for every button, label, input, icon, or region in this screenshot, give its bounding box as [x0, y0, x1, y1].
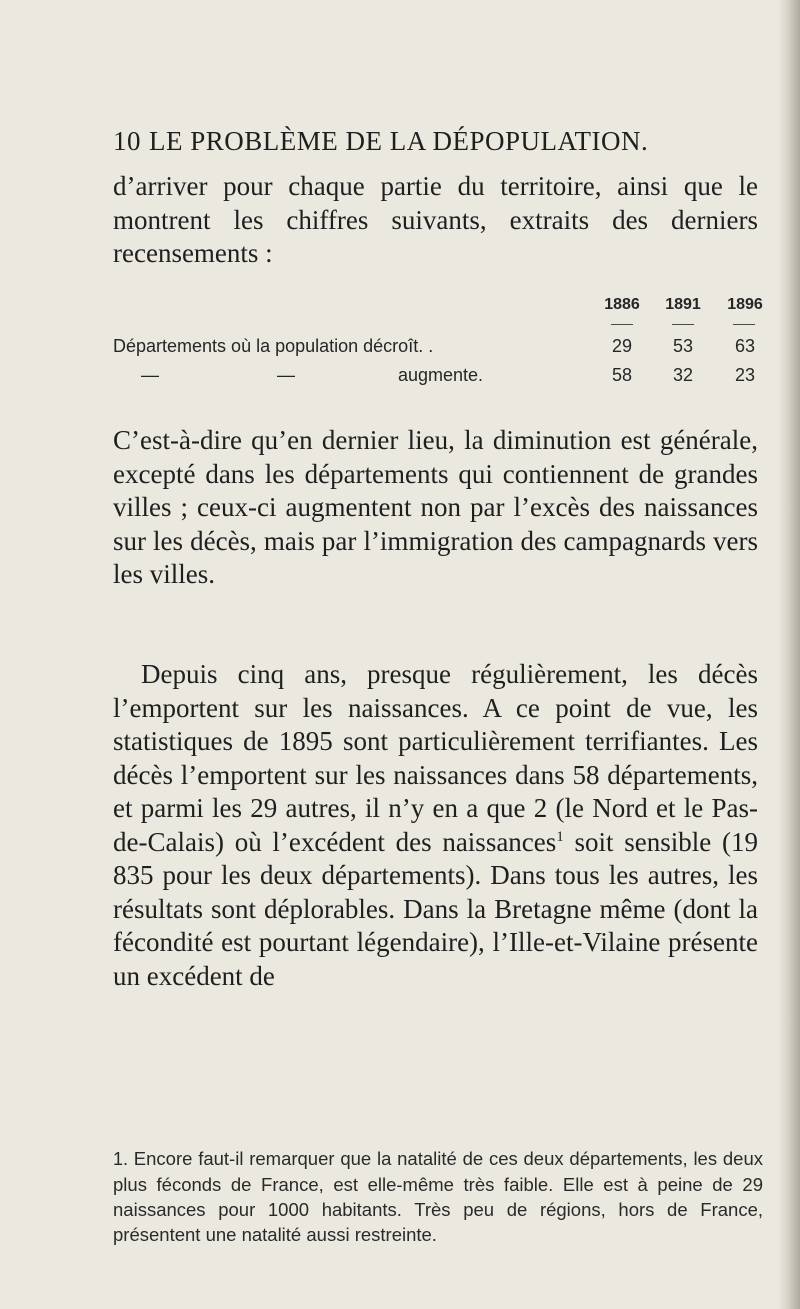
year-header: 1896 — [727, 296, 763, 313]
table-row — [113, 336, 763, 360]
table-cell: 23 — [734, 365, 756, 385]
body-text: C’est-à-dire qu’en dernier lieu, la diminution est générale, excepté dans les départements qui contiennent de grandes villes ; ceux-ci augmentent non par l’excès des naissances sur les décès, mais par l’immigration des campagnards vers les villes. — [113, 425, 758, 589]
table-cell: 53 — [672, 336, 694, 356]
row-label: augmente. — [398, 365, 484, 385]
intro-paragraph: d’arriver pour chaque partie du territoire, ainsi que le montrent les chiffres suivants, extraits des derniers recensements : — [113, 171, 758, 268]
census-table — [113, 292, 763, 402]
year-header: 1891 — [665, 296, 701, 313]
column-rule — [672, 324, 694, 325]
row-label: Départements où la population décroît. . — [113, 336, 434, 356]
column-rule — [611, 324, 633, 325]
table-row — [113, 365, 763, 389]
table-cell: 63 — [734, 336, 756, 356]
body-text: Depuis cinq ans, presque régulièrement, les décès l’emportent sur les naissances. A ce point de vue, les statistiques de 1895 sont particulièrement terrifiantes. Les décès l’emportent sur les naissances dans 58 départements, et parmi les 29 autres, il n’y en a que 2 (le Nord et le Pas-de-Calais) où l’excédent des naissances — [113, 659, 758, 857]
table-cell: 32 — [672, 365, 694, 385]
column-rule — [733, 324, 755, 325]
page-fold-shadow — [778, 0, 800, 1309]
footnote-reference[interactable]: 1 — [556, 828, 564, 845]
body-text: soit sensible (19 835 pour les deux départements). Dans tous les autres, les résultats sont déplorables. Dans la Bretagne même (dont la fécondité est pourtant légendaire), l’Ille-et-Vilaine présente un excédent de — [113, 826, 758, 991]
body-paragraph — [113, 424, 758, 592]
footnote-text: Encore faut-il remarquer que la natalité de ces deux départements, les deux plus féconds de France, est elle-même très faible. Elle est à peine de 29 naissances pour 1000 habitants. Très peu de régions, hors de France, présentent une natalité aussi restreinte. — [113, 1148, 763, 1245]
footnote-number: 1. — [113, 1149, 129, 1169]
running-header — [113, 126, 763, 166]
page-number: 10 — [113, 126, 141, 156]
running-title: LE PROBLÈME DE LA DÉPOPULATION. — [149, 126, 649, 156]
table-cell: 58 — [611, 365, 633, 385]
ditto-mark: — — [141, 365, 159, 385]
ditto-mark: — — [277, 365, 295, 385]
table-cell: 29 — [611, 336, 633, 356]
year-header: 1886 — [604, 296, 640, 313]
footnote — [113, 1146, 763, 1247]
body-paragraph — [113, 658, 758, 993]
